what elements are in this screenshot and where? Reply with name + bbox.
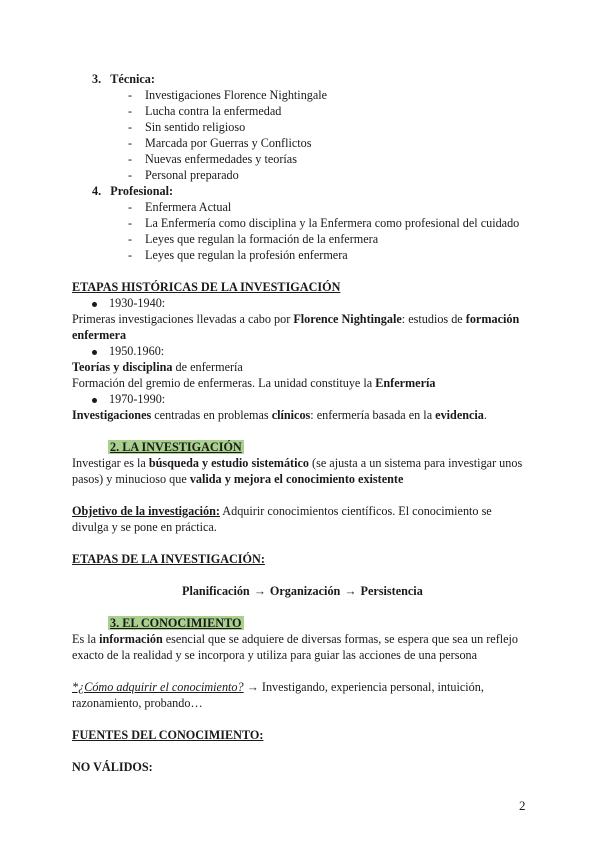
fuentes-title: FUENTES DEL CONOCIMIENTO:: [72, 728, 264, 742]
etapas-historicas-title: ETAPAS HISTÓRICAS DE LA INVESTIGACIÓN: [72, 280, 341, 294]
list-item-text: Lucha contra la enfermedad: [145, 104, 282, 118]
list-item: - Marcada por Guerras y Conflictos: [128, 136, 312, 150]
text-run: de enfermería: [172, 360, 243, 374]
period-1970-text: [72, 408, 487, 423]
text-run: : enfermería basada en la: [310, 408, 436, 422]
text-run: evidencia: [435, 408, 484, 422]
objetivo-label: Objetivo de la investigación:: [72, 504, 220, 518]
profesional-title: Profesional:: [110, 184, 174, 198]
investigacion-heading: [108, 440, 244, 455]
etapas-heading: [72, 552, 265, 567]
text-run: Teorías y disciplina: [72, 360, 173, 374]
list-item-text: Leyes que regulan la profesión enfermera: [145, 248, 348, 262]
period-1950-text: [72, 360, 243, 375]
bullet-icon: [92, 350, 97, 355]
list-item-text: La Enfermería como disciplina y la Enfermera como profesional del cuidado: [145, 216, 520, 230]
list-item: - Sin sentido religioso: [128, 120, 246, 134]
bullet-icon: [92, 302, 97, 307]
list-item: - Nuevas enfermedades y teorías: [128, 152, 297, 166]
investigacion-title: 2. LA INVESTIGACIÓN: [110, 440, 242, 454]
text-run: clínicos: [271, 408, 311, 422]
tecnica-heading: [92, 72, 155, 87]
text-run: esencial que se adquiere de diversas formas, se espera que sea un reflejo: [162, 632, 519, 646]
period-1930: 1930-1940:: [109, 296, 166, 310]
list-item: - Lucha contra la enfermedad: [128, 104, 282, 118]
text-run: Florence Nightingale: [293, 312, 402, 326]
arrow-icon: →: [344, 584, 357, 598]
profesional-number: 4.: [92, 184, 102, 198]
text-run: Es la: [72, 632, 100, 646]
text-run: Investigar es la: [72, 456, 149, 470]
text-run: Primeras investigaciones llevadas a cabo por: [72, 312, 294, 326]
investigacion-text-1: [72, 456, 522, 471]
list-item: - Leyes que regulan la profesión enfermera: [128, 248, 348, 262]
tecnica-number: 3.: [92, 72, 102, 86]
como-adquirir-text-1: [72, 680, 484, 695]
text-run: Formación del gremio de enfermeras. La unidad constituye la: [72, 376, 376, 390]
text-run: información: [99, 632, 163, 646]
page-number: 2: [519, 798, 526, 813]
text-run: enfermera: [72, 328, 127, 342]
como-adquirir-label: *¿Cómo adquirir el conocimiento?: [72, 680, 244, 694]
list-item: - Leyes que regulan la formación de la enfermera: [128, 232, 379, 246]
text-run: .: [483, 408, 487, 422]
conocimiento-text-2: exacto de la realidad y se incorpora y utiliza para guiar las acciones de una persona: [72, 648, 478, 662]
conocimiento-heading: [108, 616, 244, 631]
period-1950: 1950.1960:: [109, 344, 165, 358]
etapas-flow: [182, 584, 423, 599]
bullet-icon: [92, 398, 97, 403]
period-1970: 1970-1990:: [109, 392, 166, 406]
arrow-icon: →: [253, 584, 266, 598]
conocimiento-title: 3. EL CONOCIMIENTO: [110, 616, 242, 630]
objetivo-text-2: divulga y se pone en práctica.: [72, 520, 217, 534]
text-run: Adquirir conocimientos científicos. El conocimiento se: [219, 504, 492, 518]
conocimiento-text-1: [72, 632, 518, 647]
period-1950-text-2: [72, 376, 435, 391]
list-item-text: Sin sentido religioso: [145, 120, 246, 134]
fuentes-heading: [72, 728, 263, 743]
etapas-historicas-heading: [72, 280, 340, 295]
etapas-title: ETAPAS DE LA INVESTIGACIÓN:: [72, 552, 265, 566]
list-item: - La Enfermería como disciplina y la Enfermera como profesional del cuidado: [128, 216, 520, 230]
text-run: formación: [465, 312, 520, 326]
etapa-planificacion: Planificación: [182, 584, 250, 598]
text-run: : estudios de: [401, 312, 466, 326]
text-run: centradas en problemas: [151, 408, 272, 422]
list-item-text: Enfermera Actual: [145, 200, 232, 214]
list-item: - Investigaciones Florence Nightingale: [128, 88, 328, 102]
etapa-persistencia: Persistencia: [360, 584, 423, 598]
objetivo-text-1: [72, 504, 492, 519]
profesional-heading: [92, 184, 173, 199]
list-item: - Enfermera Actual: [128, 200, 232, 214]
period-1930-text: [72, 312, 519, 327]
no-validos-heading: [72, 760, 153, 775]
list-item-text: Nuevas enfermedades y teorías: [145, 152, 297, 166]
no-validos-title: NO VÁLIDOS:: [72, 760, 153, 774]
list-item-text: Investigaciones Florence Nightingale: [145, 88, 328, 102]
list-item-text: Personal preparado: [145, 168, 239, 182]
text-run: Investigaciones: [72, 408, 152, 422]
list-item: - Personal preparado: [128, 168, 239, 182]
etapa-organizacion: Organización: [269, 584, 341, 598]
list-item-text: Marcada por Guerras y Conflictos: [145, 136, 312, 150]
text-run: búsqueda y estudio sistemático: [148, 456, 309, 470]
como-adquirir-text-2: razonamiento, probando…: [72, 696, 203, 710]
investigacion-text-2: [72, 472, 403, 487]
text-run: → Investigando, experiencia personal, intuición,: [243, 680, 484, 694]
text-run: Enfermería: [375, 376, 436, 390]
tecnica-title: Técnica:: [110, 72, 155, 86]
text-run: valida y mejora el conocimiento existente: [189, 472, 404, 486]
list-item-text: Leyes que regulan la formación de la enfermera: [145, 232, 379, 246]
period-1930-text-cont: [72, 328, 126, 343]
text-run: (se ajusta a un sistema para investigar unos: [308, 456, 523, 470]
text-run: pasos) y minucioso que: [72, 472, 190, 486]
